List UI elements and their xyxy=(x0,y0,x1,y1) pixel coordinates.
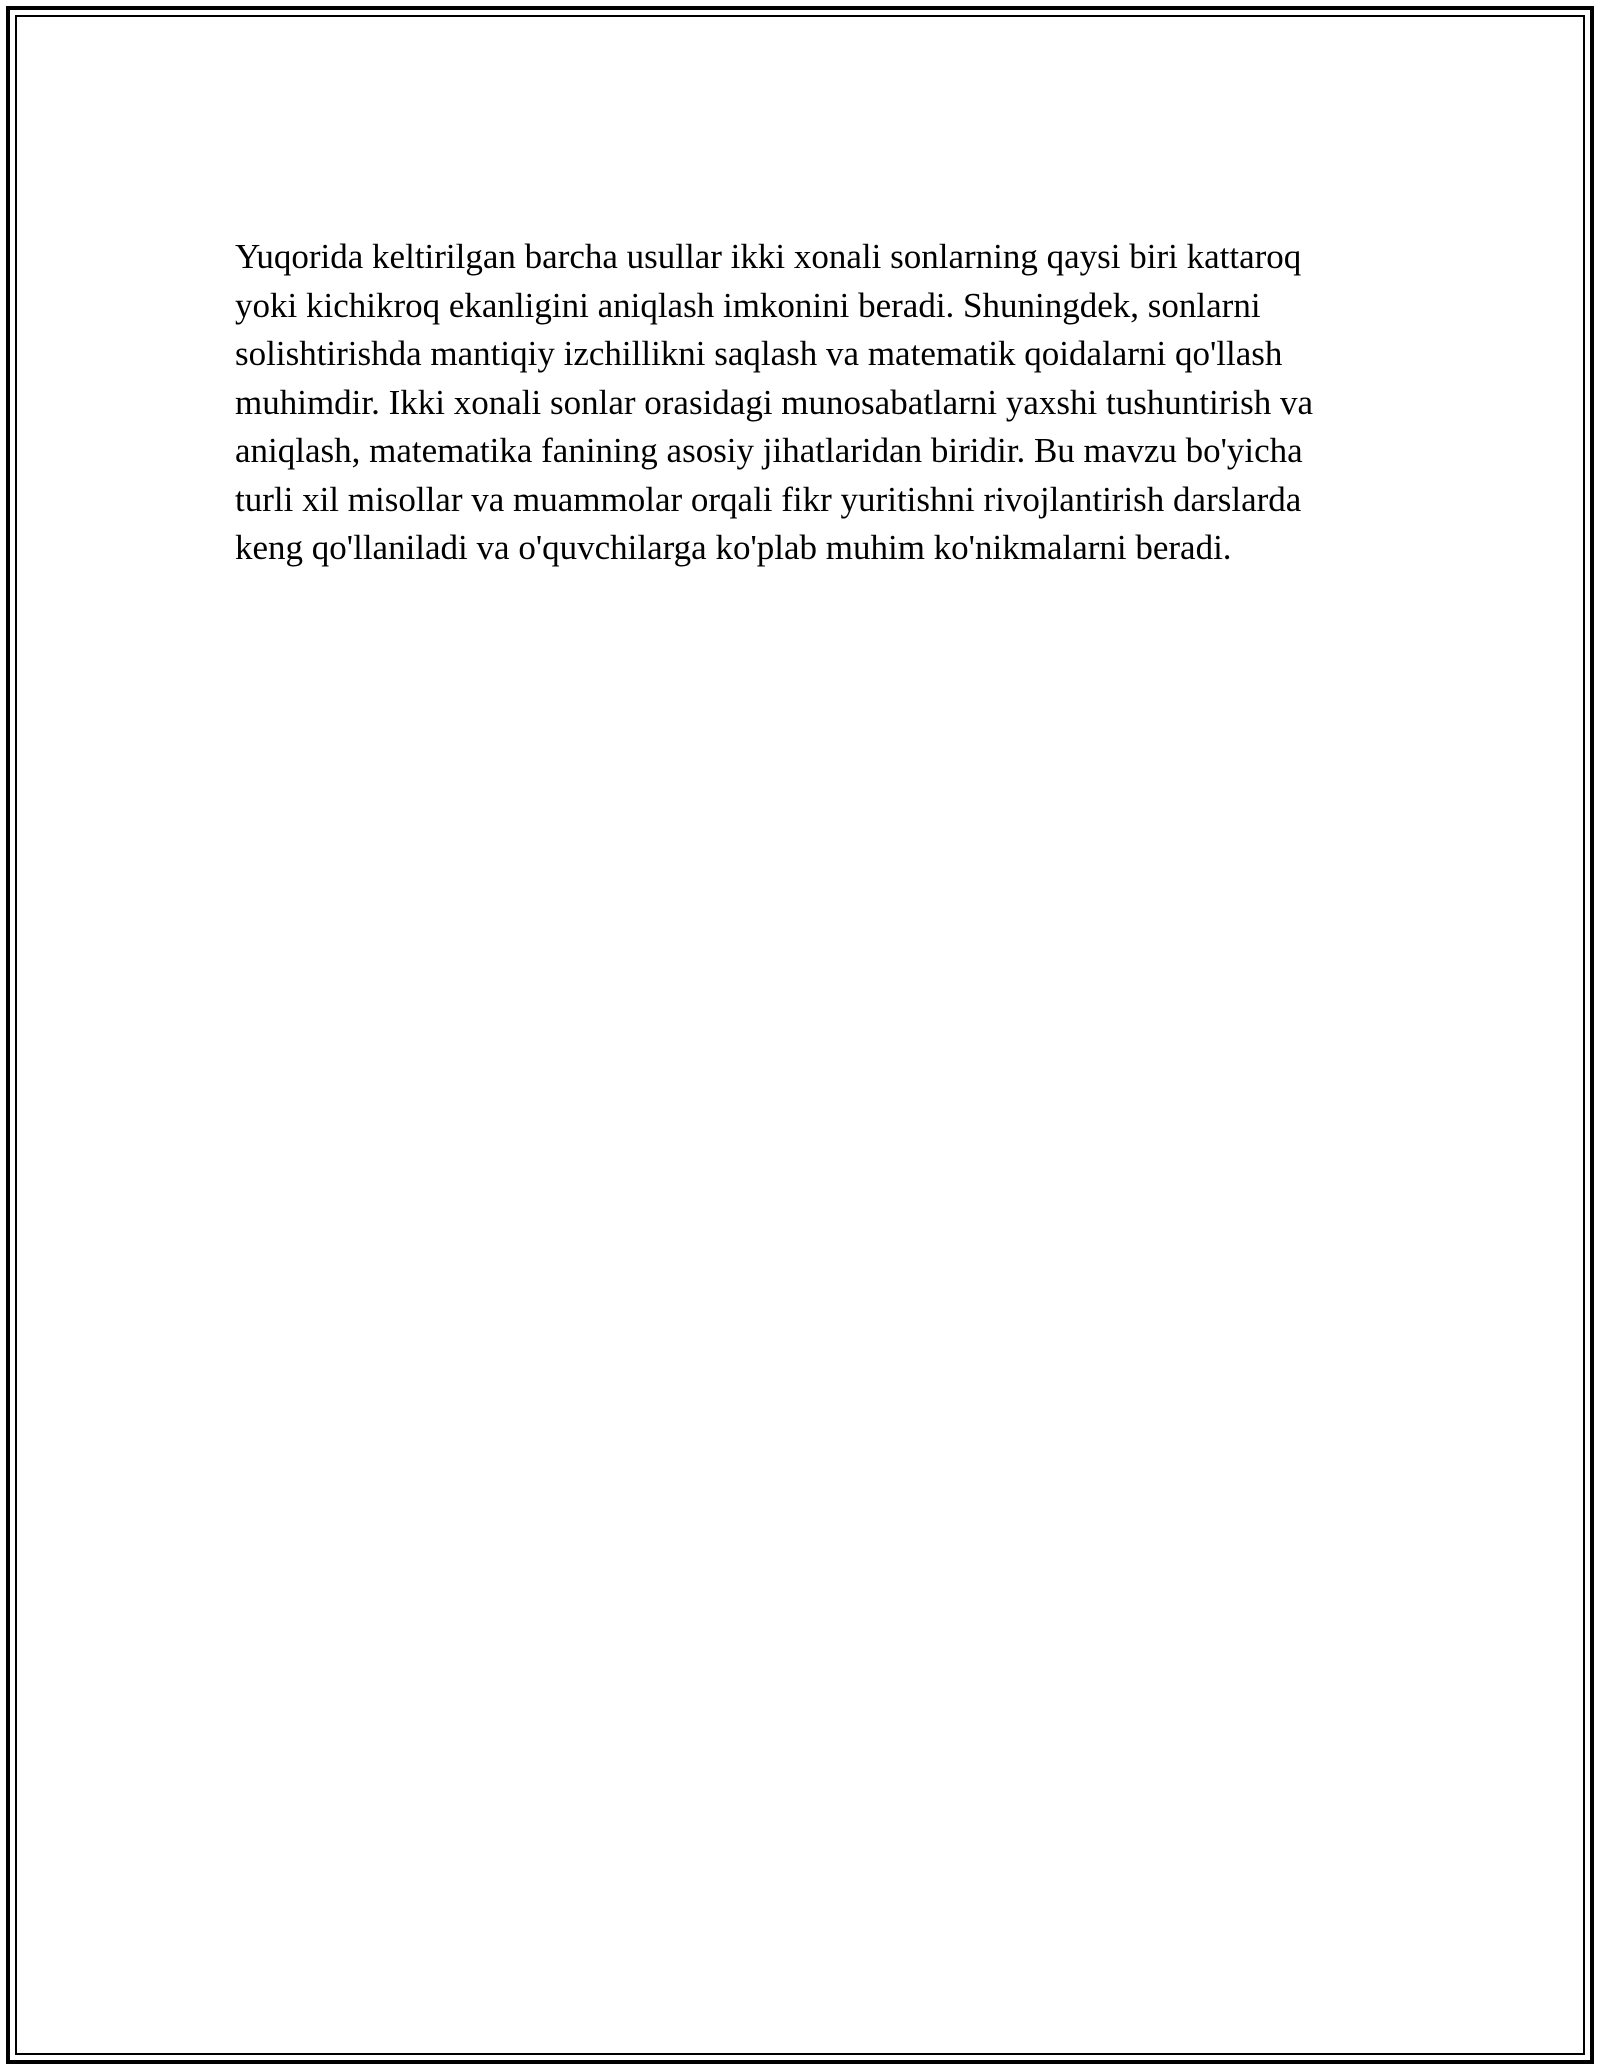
paragraph-line: yoki kichikroq ekanligini aniqlash imkonini beradi. Shuningdek, sonlarni xyxy=(235,285,1261,325)
body-paragraph xyxy=(235,233,1385,573)
paragraph-line: Yuqorida keltirilgan barcha usullar ikki xonali sonlarning qaysi biri kattaroq xyxy=(235,237,1302,276)
paragraph-line: aniqlash, matematika fanining asosiy jihatlaridan biridir. Bu mavzu bo'yicha xyxy=(235,431,1303,470)
paragraph-line: turli xil misollar va muammolar orqali fikr yuritishni rivojlantirish darslarda xyxy=(235,479,1302,519)
paragraph-line: solishtirishda mantiqiy izchillikni saqlash va matematik qoidalarni qo'llash xyxy=(235,334,1283,373)
document-body xyxy=(235,233,1385,573)
paragraph-line: muhimdir. Ikki xonali sonlar orasidagi munosabatlarni yaxshi tushuntirish va xyxy=(235,382,1314,422)
paragraph-line: keng qo'llaniladi va o'quvchilarga ko'plab muhim ko'nikmalarni beradi. xyxy=(235,528,1232,567)
